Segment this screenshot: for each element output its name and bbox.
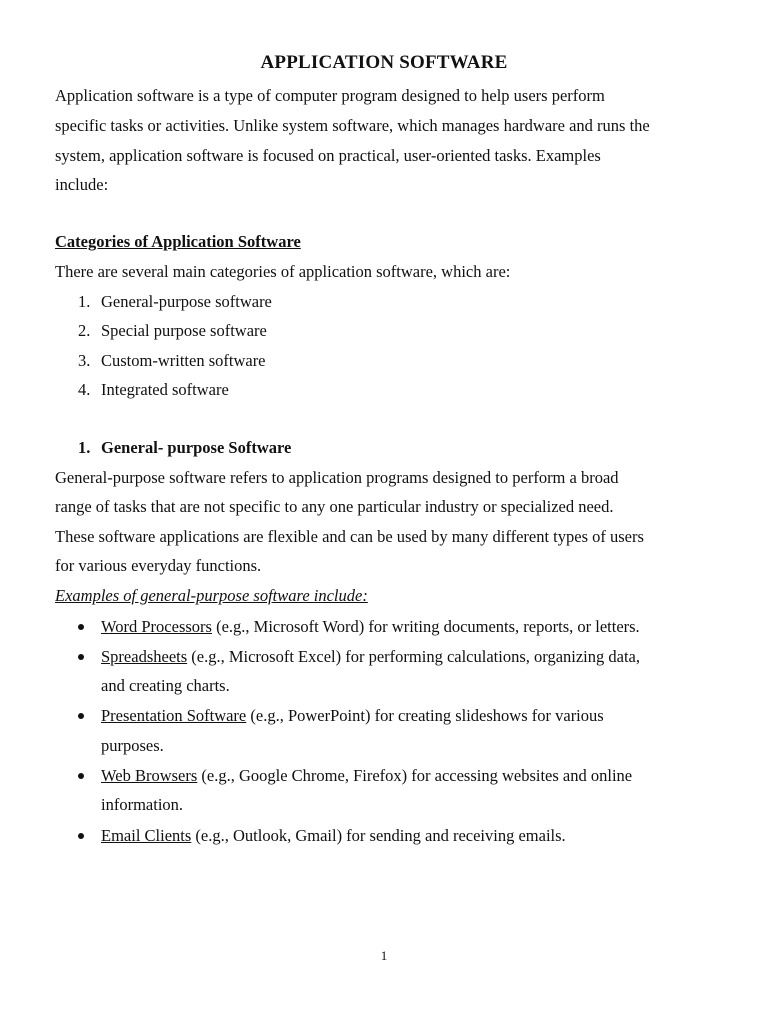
category-item: General-purpose software [101, 292, 272, 311]
bullet-icon [78, 624, 84, 630]
bullet-icon [78, 773, 84, 779]
example-term: Web Browsers [101, 766, 198, 785]
example-description: (e.g., Outlook, Gmail) for sending and receiving emails. [191, 826, 566, 845]
example-continuation: purposes. [101, 736, 164, 755]
category-number: 1. [78, 292, 91, 311]
intro-line: specific tasks or activities. Unlike system software, which manages hardware and runs the [55, 116, 650, 135]
category-number: 3. [78, 351, 91, 370]
category-number: 2. [78, 321, 91, 340]
example-item [101, 706, 604, 726]
description-line: General-purpose software refers to application programs designed to perform a broad [55, 468, 619, 487]
section-heading: General- purpose Software [101, 438, 292, 457]
category-item: Integrated software [101, 380, 229, 399]
example-description: (e.g., PowerPoint) for creating slideshows for various [246, 706, 604, 725]
intro-line: system, application software is focused on practical, user-oriented tasks. Examples [55, 146, 601, 165]
example-term: Spreadsheets [101, 647, 188, 666]
example-continuation: information. [101, 795, 184, 814]
description-line: for various everyday functions. [55, 556, 262, 575]
page-title: APPLICATION SOFTWARE [260, 52, 508, 73]
description-line: range of tasks that are not specific to any one particular industry or specialized need. [55, 497, 614, 516]
example-description: (e.g., Microsoft Word) for writing documents, reports, or letters. [211, 617, 640, 636]
category-number: 4. [78, 380, 91, 399]
intro-line: include: [55, 175, 109, 194]
page-number: 1 [380, 948, 388, 963]
bullet-icon [78, 654, 84, 660]
example-term: Word Processors [101, 617, 212, 636]
example-item [101, 617, 640, 637]
example-description: (e.g., Microsoft Excel) for performing calculations, organizing data, [187, 647, 640, 666]
intro-line: Application software is a type of computer program designed to help users perform [55, 86, 605, 105]
examples-label: Examples of general-purpose software include: [55, 586, 368, 605]
category-item: Custom-written software [101, 351, 266, 370]
bullet-icon [78, 713, 84, 719]
example-term: Email Clients [101, 826, 192, 845]
example-continuation: and creating charts. [101, 676, 230, 695]
description-line: These software applications are flexible and can be used by many different types of users [55, 527, 644, 546]
example-term: Presentation Software [101, 706, 247, 725]
category-item: Special purpose software [101, 321, 267, 340]
example-item [101, 766, 632, 786]
example-description: (e.g., Google Chrome, Firefox) for accessing websites and online [197, 766, 633, 785]
categories-intro: There are several main categories of application software, which are: [55, 262, 511, 281]
example-item [101, 647, 640, 667]
categories-heading: Categories of Application Software [55, 232, 301, 251]
example-item [101, 826, 566, 846]
section-number: 1. [78, 438, 91, 457]
bullet-icon [78, 833, 84, 839]
